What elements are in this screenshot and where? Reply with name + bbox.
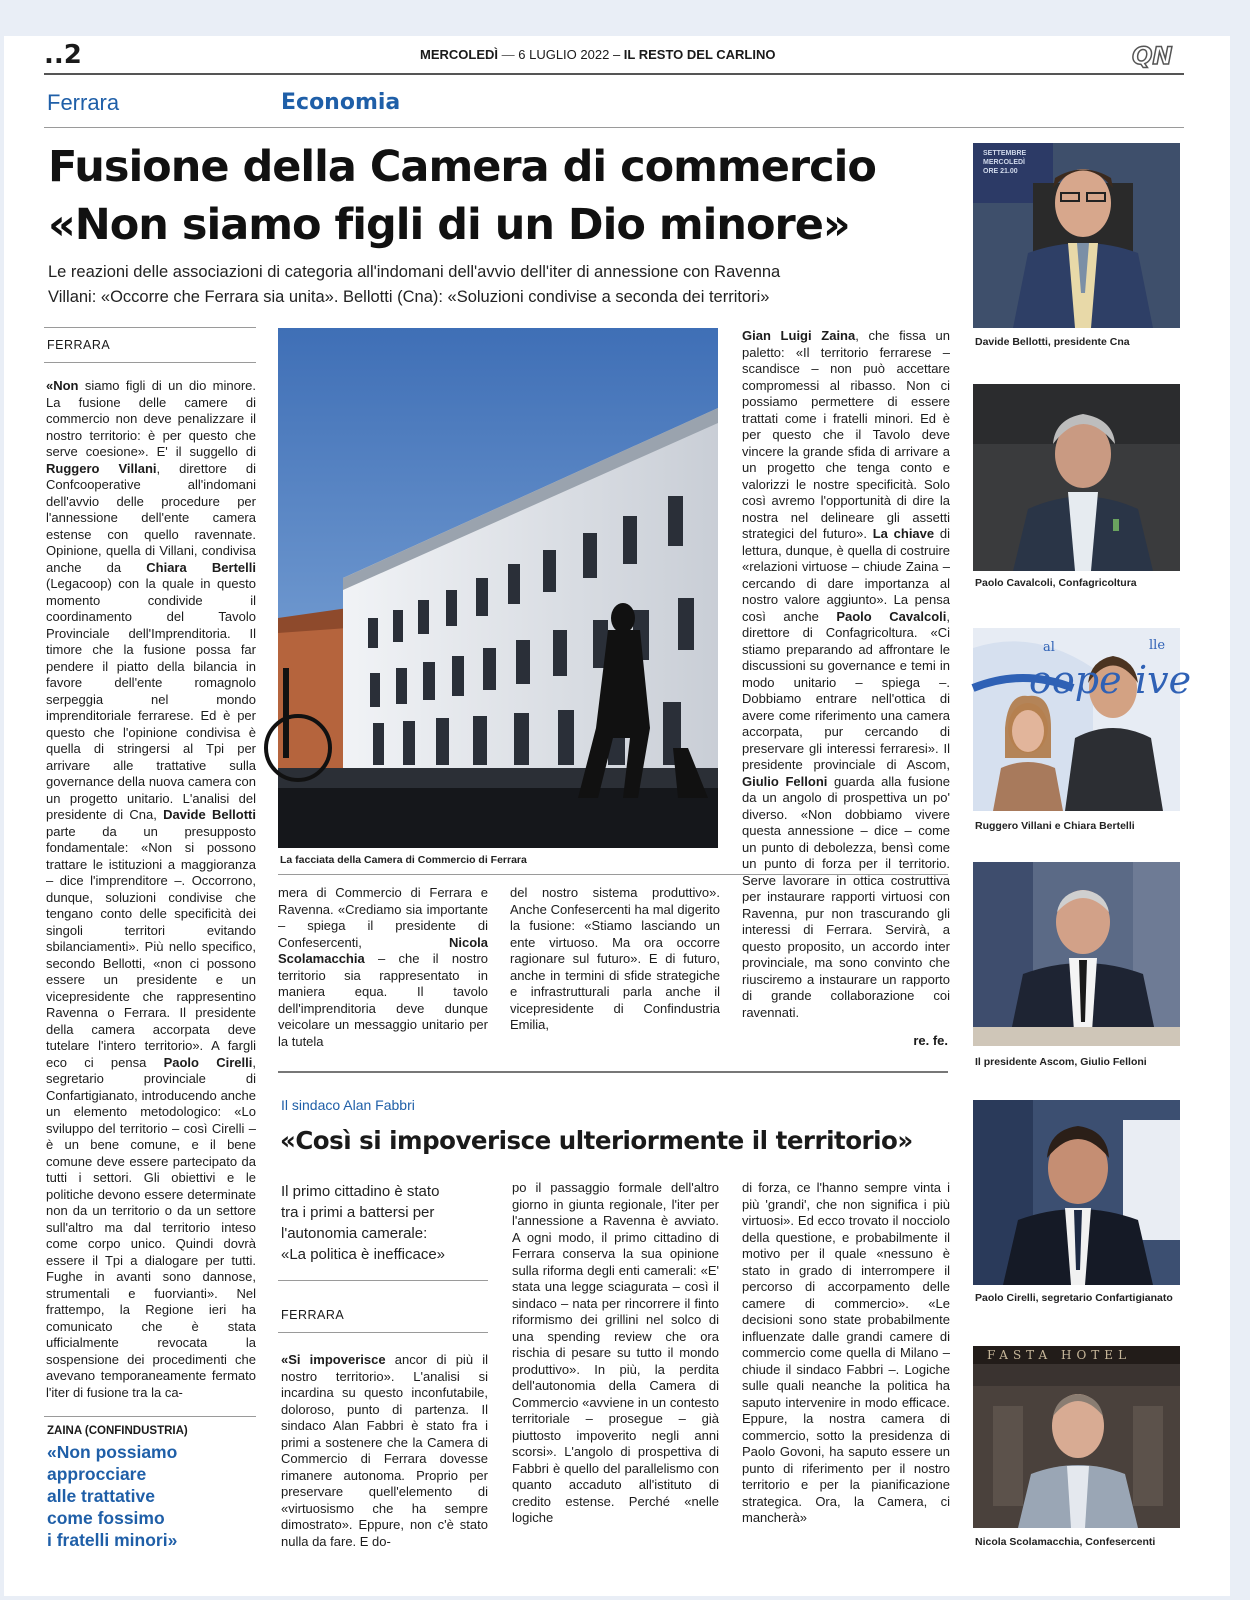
- article2-col1-text: ancor di più il nostro territorio». L'analisi si incardina su questo inconfutabile, doloroso, punto di partenza. Il sindaco Alan Fabbri è stato fra i primi a sostenere che la Camera di Commercio di Ferrara dovesse rimanere autonoma. Proprio per preservare quell'elemento di «virtuosismo che ha sempre dimostrato». Eppure, non c'è stato nulla da fare. E do-: [281, 1352, 488, 1549]
- name-bellotti: Davide Bellotti: [163, 807, 257, 822]
- portrait-caption-4: Il presidente Ascom, Giulio Felloni: [975, 1056, 1147, 1068]
- quote-line5: i fratelli minori»: [47, 1530, 178, 1550]
- name-cavalcoli: Paolo Cavalcoli: [836, 608, 947, 624]
- article2-dateline: FERRARA: [281, 1308, 345, 1322]
- banner-text-b: oope: [1029, 658, 1122, 702]
- portrait-villani-bertelli: [973, 628, 1192, 811]
- article2-kicker: Il sindaco Alan Fabbri: [281, 1097, 415, 1113]
- quote-line2: approcciare: [47, 1464, 147, 1484]
- portrait-caption-2: Paolo Cavalcoli, Confagricoltura: [975, 577, 1137, 589]
- name-scolamacchia: Nicola Scolamacchia: [278, 934, 488, 966]
- standfirst-line2: tra i primi a battersi per: [281, 1204, 435, 1221]
- name-felloni: Giulio Felloni: [742, 773, 828, 789]
- article1-col2-text-b: – che il nostro territorio sia rappresentato in maniera equa. Il tavolo dell'imprenditoria deve dunque veicolare un messaggio unitario per la tutela: [278, 951, 488, 1049]
- page-number: ..2: [44, 40, 82, 70]
- pull-quote: [47, 1441, 177, 1551]
- article1-col2-text-a: mera di Commercio di Ferrara e Ravenna. «Crediamo sia importante – spiega il presidente di Confesercenti,: [278, 885, 488, 950]
- article1-lead: «Non: [46, 378, 79, 393]
- banner-text: [973, 628, 1192, 811]
- portrait-felloni: [973, 862, 1180, 1046]
- chamber-facade-photo: [278, 328, 718, 848]
- portrait-caption-3: Ruggero Villani e Chiara Bertelli: [975, 820, 1135, 832]
- qn-logo: QN: [1132, 42, 1173, 70]
- section-city: Ferrara: [47, 90, 120, 115]
- masthead-sep2: –: [612, 47, 621, 62]
- standfirst-line3: l'autonomia camerale:: [281, 1225, 428, 1242]
- col1-top-rule: [44, 327, 256, 328]
- a2-dateline-rule: [278, 1332, 488, 1333]
- article1-col1-text-b: , direttore di Confcooperative all'indomani dell'avvio delle procedure per l'annessione dell'ente camera estense con quello ravennate. Opinione, quella di Villani, condivisa anche da: [46, 460, 256, 575]
- banner-text-c: ive: [1135, 658, 1192, 702]
- article1-subtitle-line1: Le reazioni delle associazioni di categoria all'indomani dell'avvio dell'iter di annessione con Ravenna: [48, 263, 781, 281]
- name-zaina: Gian Luigi Zaina: [742, 328, 856, 343]
- col1-dateline-rule: [44, 362, 256, 363]
- portrait-cavalcoli: [973, 384, 1180, 571]
- article1-col3-text: del nostro sistema produttivo». Anche Confesercenti ha mal digerito la fusione: «Stiamo lasciando un ente virtuoso. Ma ora occorre ragionare sul futuro». E di futuro, anche in termini di sfide strategiche e infrastrutturali parla anche il vicepresidente di Confindustria Emilia,: [510, 885, 720, 1032]
- article2-standfirst: [281, 1181, 445, 1265]
- section-topic: Economia: [281, 90, 401, 115]
- screen-text: [983, 149, 1026, 176]
- banner-text-d: lle: [1149, 638, 1166, 653]
- article2-col3-text: di forza, ce l'hanno sempre vinta i più 'grandi', che non significa i più virtuosi». Ed ecco trovato il nocciolo della questione, e probabilmente il motivo per il quale «nessuno è stato in grado di interrompere il percorso di accorpamento delle camere di commercio». «Le decisioni sono state probabilmente influenzate dalle grandi camere di commercio come quella di Milano – chiude il sindaco Fabbri –. Logiche sulle quali neanche la politica ha saputo intervenire in modo efficace. Eppure, la nostra camera di commercio, sotto la presidenza di Paolo Govoni, ha saputo essere un punto di riferimento per il nostro territorio e per la pianificazione strategica. Ora, la Camera, ci mancherà»: [742, 1180, 950, 1525]
- article1-column3: [510, 885, 720, 1051]
- article1-col4-text-c: , direttore di Confagricoltura. «Ci stiamo preparando ad affrontare le discussioni su governance e temi in modo unitario – spiega –. Dobbiamo entrare nell'ottica di avere come riferimento una camera accorpata, pur cercando di preservare gli interessi ferraresi». Il presidente provinciale di Ascom,: [742, 608, 950, 772]
- banner-text-a: al: [1043, 640, 1055, 655]
- screen-text-3: ORE 21.00: [983, 168, 1018, 175]
- article1-col4-text-a: , che fissa un paletto: «Il territorio ferrarese – scandisce – non può accettare compromessi al ribasso. Non ci possiamo permettere di essere trattati come i fratelli minori. Ed è per questo che il Tavolo deve vincere la grande sfida di arrivare a un progetto che tenga conto e valorizzi le nostre specificità. Solo così avremo l'opportunità di dire la nostra nel delineare gli assetti strategici del futuro».: [742, 328, 950, 541]
- masthead-line: [420, 47, 775, 62]
- portrait-scolamacchia: [973, 1346, 1180, 1528]
- portrait-caption-5: Paolo Cirelli, segretario Confartigianato: [975, 1292, 1173, 1304]
- masthead-date: 6 LUGLIO 2022: [518, 47, 610, 62]
- masthead-sep1: —: [501, 47, 515, 62]
- newspaper-page: [4, 36, 1230, 1596]
- article1-title-line2: «Non siamo figli di un Dio minore»: [48, 200, 850, 250]
- portrait-caption-6: Nicola Scolamacchia, Confesercenti: [975, 1536, 1156, 1548]
- portrait-cirelli: [973, 1100, 1180, 1285]
- portrait-caption-1: Davide Bellotti, presidente Cna: [975, 336, 1130, 348]
- article2-column1: [281, 1352, 488, 1549]
- section-rule: [44, 127, 1184, 128]
- article2-column2: [512, 1180, 719, 1534]
- article1-column4: [742, 328, 950, 1030]
- name-cirelli: Paolo Cirelli: [163, 1054, 253, 1070]
- masthead-paper: IL RESTO DEL CARLINO: [623, 47, 776, 62]
- masthead-day: MERCOLEDÌ: [420, 47, 498, 62]
- hotel-sign: FASTA HOTEL: [987, 1348, 1132, 1362]
- standfirst-line4: «La politica è inefficace»: [281, 1246, 446, 1263]
- article1-dateline: FERRARA: [47, 338, 111, 352]
- article1-title-line1: Fusione della Camera di commercio: [48, 142, 876, 192]
- main-photo-caption: La facciata della Camera di Commercio di Ferrara: [280, 854, 527, 866]
- screen-text-1: SETTEMBRE: [983, 150, 1027, 157]
- standfirst-line1: Il primo cittadino è stato: [281, 1183, 440, 1200]
- article1-col4-text-d: guarda alla fusione da un angolo di prospettiva un po' diverso. «Non dobbiamo vivere questa annessione – dice – come un punto di debolezza, bensì come un punto di forza per il territorio. Serve lavorare in ottica costruttiva per instaurare rapporti virtuosi con Ravenna, pur non trascurando gli interessi di Ferrara. Servirà, a questo proposito, un accordo inter provinciale, ma sono convinto che riusciremo a instaurare un rapporto di grande collaborazione coi ravennati.: [742, 773, 950, 1020]
- quote-line3: alle trattative: [47, 1486, 155, 1506]
- article1-signature: re. fe.: [913, 1033, 948, 1048]
- article1-col1-text-e: , segretario provinciale di Confartigianato, introducendo anche un elemento metodologico: «Lo sviluppo del territorio – così Cirelli – è un bene comune, e il bene comune deve essere partecipato da tutti i settori. Gli obiettivi e le politiche devono essere determinate non da un territorio o da un settore sull'altro ma dal territorio inteso come corpo unico. Quindi dovrà essere il Tpi a dialogare per tutti. Fughe in avanti sono dannose, strumentali e fuorvianti». Nel frattempo, la Regione ieri ha comunicato che è stata ufficialmente revocata la sospensione dei procedimenti che avevano temporaneamente fermato l'iter di fusione tra la ca-: [46, 1054, 256, 1400]
- article1-col4-lead: La chiave: [872, 526, 935, 541]
- article-divider: [278, 1071, 948, 1073]
- article2-col2-text: po il passaggio formale dell'altro giorno in giunta regionale, l'iter per l'annessione a Ravenna è avviato. A ogni modo, il primo cittadino di Ferrara conserva la sua opinione sulla riforma degli enti camerali: «E' stata una legge sciagurata – così il sindaco – nata per rincorrere il finto riformismo dei grillini nel solco di una spending review che ora rischia di pesare su tutto il mondo produttivo». In più, la perdita dell'autonomia della Camera di Commercio «avviene in un contesto territoriale – prosegue – già piuttosto impoverito negli anni scorsi». L'angolo di prospettiva di Fabbri è quello del parallelismo con quanto accaduto all'istituto di credito estense. Perché «nelle logiche: [512, 1180, 719, 1525]
- article2-column3: [742, 1180, 950, 1534]
- quote-line4: come fossimo: [47, 1508, 165, 1528]
- a2-dateline-top-rule: [278, 1280, 488, 1281]
- quote-top-rule: [44, 1416, 256, 1417]
- article2-title: «Così si impoverisce ulteriormente il territorio»: [280, 1126, 913, 1155]
- name-villani: Ruggero Villani: [46, 460, 157, 476]
- article1-col1-text-c: (Legacoop) con la quale in questo momento condivide il coordinamento del Tavolo Provinciale dell'Imprenditoria. Il timore che la fusione possa far pendere il piatto della bilancia in favore dell'ente romagnolo serpeggia nel mondo imprenditoriale ferrarese. Ed è per questo che l'opinione condivisa è quella di stringersi al Tpi per arrivare alle trattative sulla governance della nuova camera con un progetto unitario. L'analisi del presidente di Cna,: [46, 576, 256, 822]
- article1-col1-text-a: siamo figli di un dio minore. La fusione delle camere di commercio non deve penalizzare il nostro territorio: è per questo che serve coesione». E' il suggello di: [46, 378, 256, 459]
- quote-label: ZAINA (CONFINDUSTRIA): [47, 1425, 188, 1437]
- header-rule: [44, 73, 1184, 75]
- article2-lead: «Si impoverisce: [281, 1352, 386, 1367]
- portrait-bellotti: [973, 143, 1180, 328]
- screen-text-2: MERCOLEDÌ: [983, 159, 1025, 166]
- article1-subtitle-line2: Villani: «Occorre che Ferrara sia unita». Bellotti (Cna): «Soluzioni condivise a seconda dei territori»: [48, 288, 770, 306]
- quote-line1: «Non possiamo: [47, 1442, 178, 1462]
- article1-column1: [46, 378, 256, 1412]
- article1-column2: [278, 885, 488, 1051]
- article1-col4-text-b: di lettura, dunque, è quella di costruire «relazioni virtuose – chiude Zaina – cercando di dare importanza al nostro valore aggiunto». La pensa così anche: [742, 526, 950, 624]
- name-bertelli: Chiara Bertelli: [146, 559, 256, 575]
- article1-col1-text-d: parte da un presupposto fondamentale: «Non si possono trattare le istituzioni a maggioranza – dice l'imprenditore –. Occorrono, dunque, soluzioni condivise che tengano conto delle specificità dei singoli territori evitando sbilanciamenti». Più nello specifico, secondo Bellotti, «non ci possono essere un presidente e un vicepresidente che rappresentino Ravenna o Ferrara. Il presidente della camera accorpata deve tutelare l'intero territorio». A fargli eco ci pensa: [46, 823, 256, 1070]
